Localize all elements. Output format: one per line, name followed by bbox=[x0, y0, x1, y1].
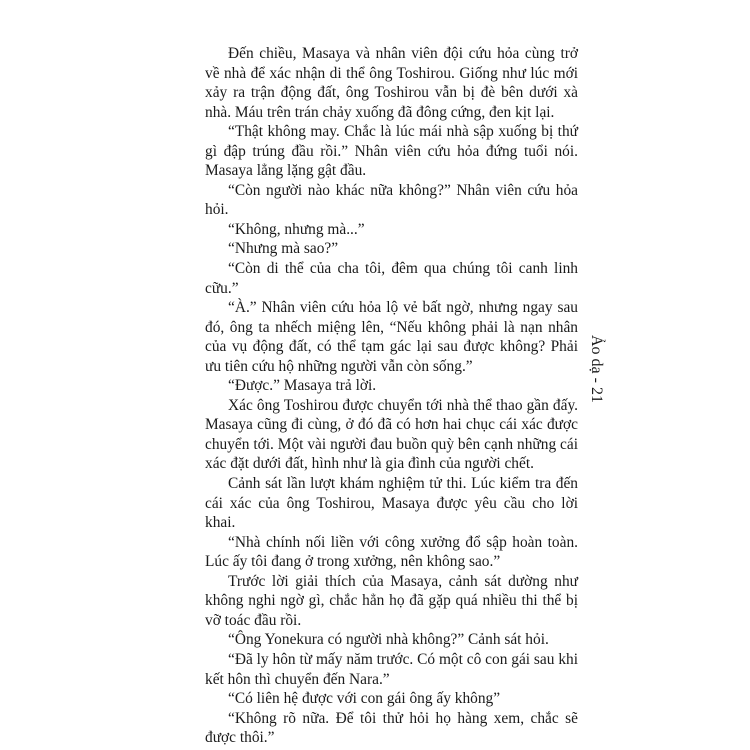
paragraph-15: “Có liên hệ được với con gái ông ấy không” bbox=[228, 690, 501, 708]
paragraph-12: Trước lời giải thích của Masaya, cảnh sát dường như không nghi ngờ gì, chắc hẳn họ đã gặp quá nhiều thi thể bị vỡ toác đầu rồi. bbox=[205, 572, 578, 629]
running-header: Ảo dạ - 21 bbox=[588, 335, 605, 403]
paragraph-3: “Còn người nào khác nữa không?” Nhân viên cứu hỏa hỏi. bbox=[205, 181, 578, 219]
paragraph-11: “Nhà chính nối liền với công xưởng đổ sập hoàn toàn. Lúc ấy tôi đang ở trong xưởng, nên không sao.” bbox=[205, 533, 578, 571]
paragraph-14: “Đã ly hôn từ mấy năm trước. Có một cô con gái sau khi kết hôn thì chuyển đến Nara.” bbox=[205, 650, 578, 688]
paragraph-5: “Nhưng mà sao?” bbox=[228, 240, 339, 258]
paragraph-6: “Còn di thể của cha tôi, đêm qua chúng tôi canh linh cữu.” bbox=[205, 260, 578, 297]
paragraph-2: “Thật không may. Chắc là lúc mái nhà sập xuống bị thứ gì đập trúng đầu rồi.” Nhân viên cứu hỏa đứng tuổi nói. Masaya lẳng lặng gật đầu. bbox=[205, 123, 578, 180]
page-body-text bbox=[205, 44, 578, 748]
paragraph-8: “Được.” Masaya trả lời. bbox=[228, 377, 377, 395]
paragraph-1: Đến chiều, Masaya và nhân viên đội cứu hỏa cùng trở về nhà để xác nhận di thể ông Toshirou. Giống như lúc mới xảy ra trận động đất, ông Toshirou vẫn bị đè bên dưới xà nhà. Máu trên trán chảy xuống đã đông cứng, đen kịt lại. bbox=[205, 45, 578, 121]
paragraph-16: “Không rõ nữa. Để tôi thử hỏi họ hàng xem, chắc sẽ được thôi.” bbox=[205, 709, 578, 747]
paragraph-7: “À.” Nhân viên cứu hỏa lộ vẻ bất ngờ, nhưng ngay sau đó, ông ta nhếch miệng lên, “Nếu không phải là nạn nhân của vụ động đất, có thể tạm gác lại sau được không? Phải ưu tiên cứu hộ những người vẫn còn sống.” bbox=[205, 299, 578, 375]
paragraph-13: “Ông Yonekura có người nhà không?” Cảnh sát hỏi. bbox=[228, 631, 549, 649]
paragraph-4: “Không, nhưng mà...” bbox=[228, 220, 365, 238]
paragraph-9: Xác ông Toshirou được chuyển tới nhà thể thao gần đấy. Masaya cũng đi cùng, ở đó đã có hơn hai chục cái xác được chuyển tới. Một vài người đau buồn quỳ bên cạnh những cái xác đặt dưới đất, hình như là gia đình của người chết. bbox=[205, 396, 578, 473]
paragraph-10: Cảnh sát lần lượt khám nghiệm tử thi. Lúc kiểm tra đến cái xác của ông Toshirou, Masaya được yêu cầu cho lời khai. bbox=[205, 475, 578, 532]
